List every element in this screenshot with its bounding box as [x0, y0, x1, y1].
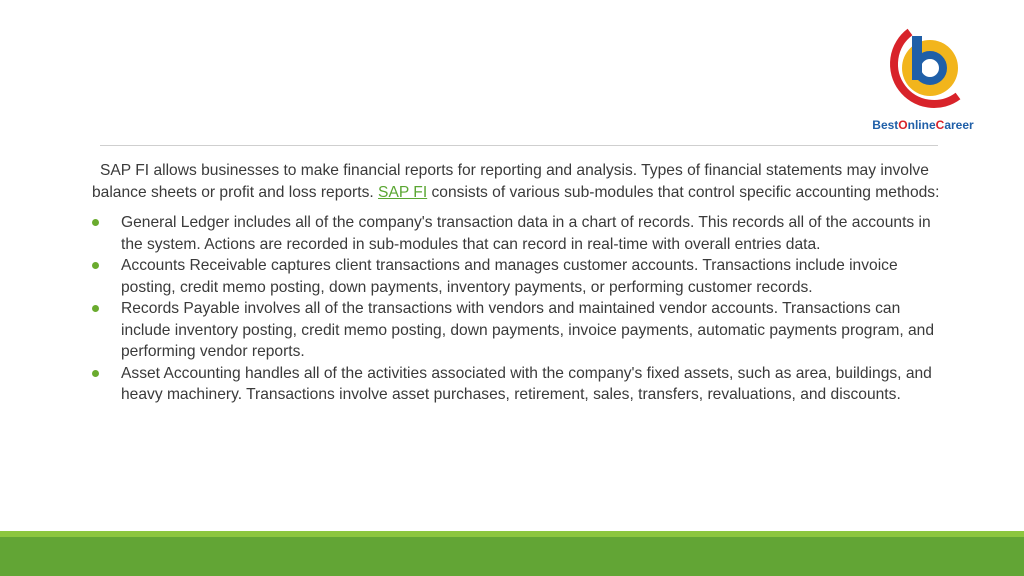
bullet-icon [92, 370, 99, 377]
brand-name: BestOnlineCareer [872, 118, 974, 132]
header-divider [100, 145, 938, 146]
bestonlinecareer-logo-icon [876, 26, 970, 114]
list-item: Records Payable involves all of the transactions with vendors and maintained vendor accounts. Transactions can include inventory posting, credit memo posting, down payments, invoice payments, automatic payments program, and performing vendor reports. [92, 298, 942, 363]
intro-paragraph [92, 160, 942, 203]
list-item: Asset Accounting handles all of the activities associated with the company's fixed assets, such as area, buildings, and heavy machinery. Transactions involve asset purchases, retirement, sales, transfers, revaluations, and discounts. [92, 363, 942, 406]
intro-text-end: consists of various sub-modules that control specific accounting methods: [427, 183, 940, 201]
list-item: General Ledger includes all of the company's transaction data in a chart of records. This records all of the accounts in the system. Actions are recorded in sub-modules that can record in real-time with overall entries data. [92, 212, 942, 255]
logo [868, 26, 978, 134]
bullet-icon [92, 262, 99, 269]
bullet-icon [92, 305, 99, 312]
footer-bar [0, 537, 1024, 576]
submodule-list [92, 212, 942, 406]
sap-fi-link[interactable]: SAP FI [378, 183, 428, 201]
bullet-icon [92, 219, 99, 226]
main-content [92, 160, 942, 406]
intro-text-start: SAP FI allows businesses to make financial reports for reporting and analysis. Types of financial statements may involve balance sheets or profit and loss reports. [92, 162, 929, 201]
list-item: Accounts Receivable captures client transactions and manages customer accounts. Transactions include invoice posting, credit memo posting, down payments, inventory payments, or performing customer records. [92, 255, 942, 298]
